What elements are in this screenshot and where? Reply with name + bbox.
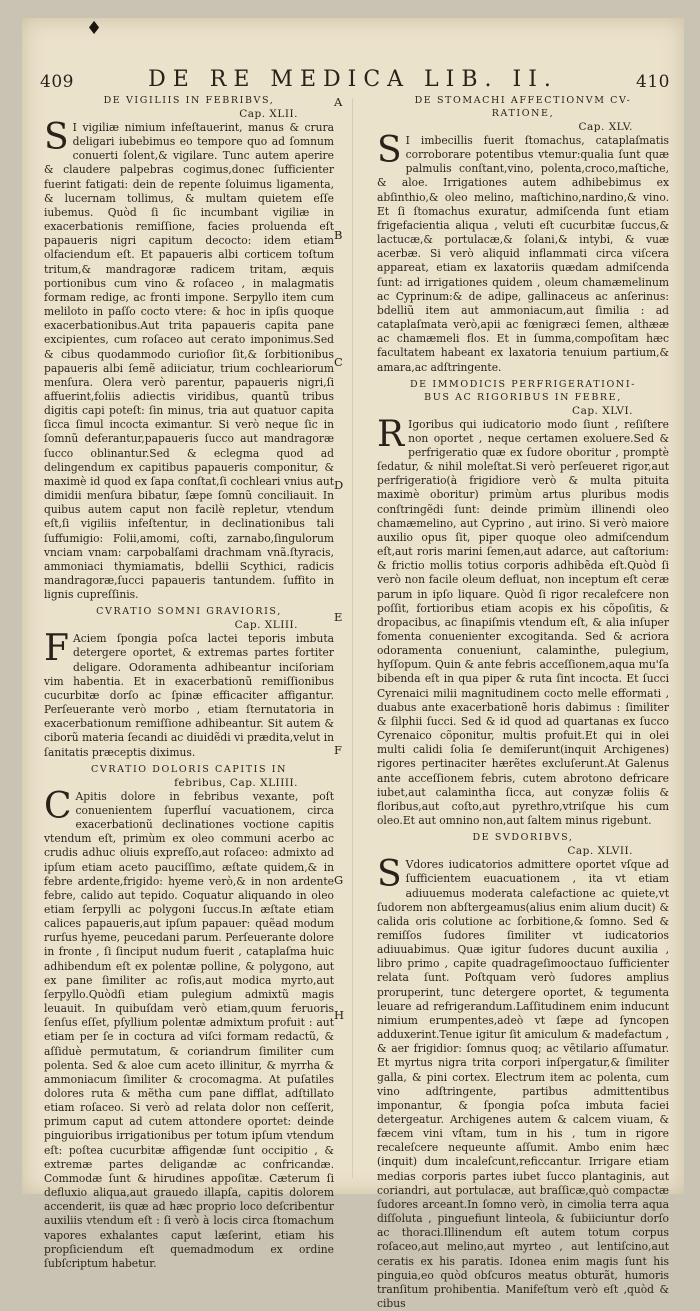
chapter-heading: DE IMMODICIS PERFRIGERATIONI- [409,378,637,390]
chapter-number: Cap. XLVII. [567,845,633,858]
running-head: DE RE MEDICA LIB. II. [148,67,558,92]
paragraph: C Apitis dolore in febribus vexante, poſt conuenientem ſuperfluí vacuationem, circa exacerbationũ declinationes voctione capitis vtendum eſt, primùm ex oleo communi acerbo ac crudis adhuc oliuis expreſſo,aut roſaceo: admixto ad ipſum etiam aceto pauciſſimo, æſtate quidem,& in febre ardente,frigido: hyeme verò,& in non ardente febre, calido aut tepido. Coquatur aliquando in oleo etiam ſerpylli ac polygoni ſuccus.In æſtate etiam calices papaueris,aut ipſum papauer: quẽad modum rurſus hyeme, peucedani parum. Perſeuerante dolore in fronte , ſi ſinciput nudum fuerit , cataplaſma huic adhibendum eſt ex polentæ polline, & polygono, aut ex pane ſimiliter ac roſis,aut modica myrto,aut ſerpyllo.Quòdſi etiam pulegium admixtũ magis leuauit. In quibuſdam verò etiam,quum feruoris ſenſus eſſet, pſyllium polentæ admixtum profuit : aut etiam per ſe in coctura ad viſci formam redactũ, & aſſiduè permutatum, & coriandrum ſimiliter cum polenta. Sed & aloe cum aceto illinitur, & myrrha & ammoniacum ſimiliter & crocomagma. At puſatiles dolores ruta & mẽtha cum pane difflat, adſtillato etiam roſaceo. Si verò ad relata dolor non ceſſerit, primum caput ad cutem attondere oportet: deinde pinguioribus irrigationibus per totum ipſum vtendum eſt: poſtea cucurbitæ affigendæ ſunt occipitio , & extremæ partes deligandæ ac confricandæ. Commodæ ſunt & hirudines appoſitæ. Cæterum ſi defluxio aliqua,aut grauedo illapſa, capitis dolorem accenderit, iis quæ ad hæc proprio loco deſcribentur auxiliis vtendum eſt : ſi verò à locis circa ſtomachum vapores exhalantes caput læſerint, etiam his propſiciendum eſt quemadmodum ex ordine ſubſcriptum habetur. [44,785,334,1270]
chapter-heading: DE SVDORIBVS, [472,832,574,844]
drop-cap: F [44,628,69,670]
drop-cap: S [377,854,402,896]
chapter-heading: DE STOMACHI AFFECTIONVM CV- [414,95,632,106]
paragraph: S I imbecillis fuerit ſtomachus, cataplaſmatis corroborare potentibus vtemur:qualia ſunt quæ palmulis conſtant,vino, polenta,croco,maſtiche, & aloe. Irrigationes autem adhibebimus ex abſinthio,& oleo melino, maſtichino,nardino,& vino. Et ſi ſtomachus exuratur, admiſcenda ſunt etiam frigefacientia aliqua , veluti eſt cucurbitæ ſuccus,& lactucæ,& portulacæ,& ſolani,& intybi, & vuæ acerbæ. Si verò aliquid inflammati circa viſcera appareat, etiam ex laxatoriis quædam admiſcenda ſunt: ad irrigationes quidem , oleum chamæmelinum ac Cyprinum:& de adipe, gallinaceus ac anſerinus: bdelliũ item aut ammoniacum,aut ſimilia : ad cataplaſmata verò,apii ac fœnigræci ſemen, althææ ac chamæmeli flos. Et in ſumma,compoſitam hæc facultatem habeant ex laxatoria tenuium partium,& amara,ac adſtringente. [377,130,669,374]
paragraph: R Igoribus qui iudicatorio modo ſiunt , reſiſtere non oportet , neque certamen exoluere.Sed & perfrigeratio quæ ex ſudore oboritur , promptè ſedatur, & nihil moleſtat.Si verò perſeueret rigor,aut perfrigeratio(à frigidiore verò & multa pituita maximè oboritur) primùm artus pluribus modis conſtringẽdi ſunt: deinde primùm illinendi oleo chamæmelino, aut Cyprino , aut irino. Si verò maiore auxilio opus ſit, piper quoque oleo admiſcendum eſt,aut roris marini ſemen,aut adarce, aut caſtorium: & frictio mollis totius corporis adhibẽda eſt.Quòd ſi verò non facile oleum defluat, non inceptum eſt ceræ parum in ipſo liquare. Quòd ſi rigor recalefcere non poſſit, fortioribus etiam acopis ex his cõpoſitis, & dropacibus, ac ſinapiſmis vtendum eſt, & alia inſuper fomenta conuenienter excogitanda. Sed & acriora odoramenta conueniunt, calaminthe, pulegium, hyſſopum. Quin & ante febris acceſſionem,aqua mu'ſa bibenda eſt in qua piper & ruta ſint incocta. Et ſucci Cyrenaici milii magnitudinem cocto melle efformati , duabus ante exacerbationẽ horis dabimus : ſimiliter & ſilphii ſucci. Sed & id quod ad quartanas ex ſucco Cyrenaico cõponitur, multis profuit.Et qui in olei multi calidi ſolia ſe demiſerunt(inquit Archigenes) rigores pertinaciter hærẽtes excluſerunt.At Galenus ante acceſſionem febris, cutem abrotono defricare iubet,aut calamintha ſicca, aut conyzæ foliis & floribus,aut coſto,aut pyrethro,vtriſque his cum oleo.Et aut omnino non,aut ſaltem minus rigebunt. [377,413,669,828]
paragraph: S Vdores iudicatorios admittere oportet vſque ad ſufficientem euacuationem , ita vt etiam adiuuemus moderata calefactione ac quiete,vt ſudorem non abſtergeamus(alius enim alium ducit) & calida oris colutione ac ſorbitione,& ſomno. Sed & remiſſos ſudores ſimiliter vt iudicatorios adiuuabimus. Quæ igitur ſudores ducunt auxilia , libro primo , capite quadrageſimooctauo ſufficienter relata ſunt. Poſtquam verò ſudores amplius proruperint, tunc detergere oportet, & tegumenta leuare ad refrigerandum.Laſſitudinem enim inducunt nimium erumpentes,adeò vt ſæpe ad ſyncopen adduxerint.Tenue igitur ſit amiculum & madefactum , & aer frigidior: ſomnus quoq; ac vẽtilario aſſumatur. Et myrtus nigra trita corpori inſpergatur,& ſimiliter galla, & pini cortex. Electrum item ac polenta, cum vino adſtringente, partibus admittentibus imponantur, & ſpongia poſca imbuta faciei detergeatur. Archigenes autem & calcem viuam, & fæcem vini vſtam, tum in his , tum in rigore recaleſcere nequeunte aſſumit. Ambo enim hæc (inquit) dum incaleſcunt,reficcantur. Irrigare etiam medias corporis partes iubet ſucco plantaginis, aut coriandri, aut portulacæ, aut braſſicæ,quò compactæ ſudores arceant.In ſomno verò, in cimolia terra aqua diſſoluta , pinguefiunt linteola, & ſubiiciuntur dorſo ac thoraci.Illinendum eſt autem totum corpus roſaceo,aut melino,aut myrteo , aut lentiſcino,aut ceratis ex his paratis. Idonea enim magis ſunt his pinguia,eo quòd obſcuros meatus obturãt, humoris tranſitum prohibentia. Manifeſtum verò eſt ,quòd & cibus [377,854,669,1311]
drop-cap: R [377,413,405,455]
chapter-number: Cap. XLIII. [234,619,298,632]
chapter-number: Cap. XLVI. [572,404,633,417]
right-column [377,94,669,1311]
paragraph: S I vigiliæ nimium infeſtauerint, manus & crura deligari iubebimus eo tempore quo ad ſomnum conuerti ſolent,& vigilare. Tunc autem aperire & claudere palpebras cogimus,donec ſufficienter fuerint fatigati: dein de repente ſoluimus ligamenta, & lucernam tollimus, & multam quietem eſſe iubemus. Quòd ſi ſic incumbant vigiliæ in exacerbationis remiſſione, facies proluenda eſt papaueris nigri capitum decocto: idem etiam olfaciendum eſt. Et papaueris albi corticem toſtum tritum,& mandragoræ radicem tritam, æquis portionibus cum vino & roſaceo , in malagmatis formam redige, ac fronti impone. Serpyllo item cum meliloto in paſſo cocto vtere: & hoc in ipſis quoque exacerbationibus.Aut trita papaueris capita pane excipientes, cum roſaceo aut cerato imponimus.Sed & cibus quodammodo curioſior ſit,& ſorbitionibus papaueris albi ſemẽ adiiciatur, trium cochleariorum menſura. Olera verò parentur, papaueris nigri,ſi affuerint,foliis adiectis viridibus, quantũ tribus digitis capi poteſt: ſin minus, tria aut quatuor capita ſicca ſimul incocta eximantur. Si verò neque ſic in ſomnũ deferantur,papaueris ſucco aut mandragoræ ſucco oblinantur.Sed & eclegma quod ad delingendum ex capitibus papaueris componitur, & maximè id quod ex ſapa conſtat,ſi cochleari vnius aut dimidii menſura bibatur, ſæpe ſomnũ conciliauit. In quibus autem caput non facilè repletur, vtendum eſt,ſi vigiliis infeſtentur, in declinationibus tali ſuffumigio: Folii,amomi, coſti, zarnabo,ſingulorum vnciam vnam: carpobalſami drachmam vnã.ſtyracis, ammoniaci thymiamatis, bdellii Scythici, radicis mandragoræ,ſucci papaueris tantundem. ſuffito in lignis cupreſſinis. [44,117,334,602]
margin-letter-g: G [334,873,344,887]
margin-letter-h: H [334,1008,345,1022]
margin-letter-b: B [334,228,343,242]
margin-letter-e: E [334,610,343,624]
margin-letter-a: A [334,95,343,109]
chapter-number: Cap. XLV. [578,121,633,133]
drop-cap: C [44,785,72,827]
chapter-number: febribus, Cap. XLIIII. [174,776,298,789]
fleuron-icon: ♦ [86,18,103,39]
column-divider [352,98,353,1178]
chapter-heading: DE VIGILIIS IN FEBRIBVS, [103,95,275,106]
chapter-heading-cont: RATIONE, [491,108,555,119]
left-column [44,94,334,1271]
chapter-heading: CVRATIO SOMNI GRAVIORIS, [96,606,282,618]
page-number-right: 410 [636,72,670,92]
margin-letter-c: C [334,355,343,369]
chapter-number: Cap. XLII. [239,108,298,120]
page-number-left: 409 [40,72,74,92]
margin-letter-f: F [334,743,342,757]
drop-cap: S [377,130,402,171]
chapter-heading: CVRATIO DOLORIS CAPITIS IN [90,763,287,775]
margin-letter-d: D [334,478,344,492]
drop-cap: S [44,117,69,158]
chapter-heading-cont: BUS AC RIGORIBUS IN FEBRE, [424,391,622,403]
paragraph: F Aciem ſpongia poſca lactei teporis imbuta detergere oportet, & extremas partes fortiter deligare. Odoramenta adhibeantur inciſoriam vim habentia. Et in exacerbationũ remiſſionibus cucurbitæ dorſo ac ſpinæ efficaciter affigantur. Perſeuerante verò morbo , etiam ſternutatoria in exacerbationum remiſſione adhibeantur. Sit autem & ciborũ materia ſecandi ac diuidẽdi vi prædita,velut in ſanitatis præceptis diximus. [44,628,334,759]
book-page [22,18,684,1311]
